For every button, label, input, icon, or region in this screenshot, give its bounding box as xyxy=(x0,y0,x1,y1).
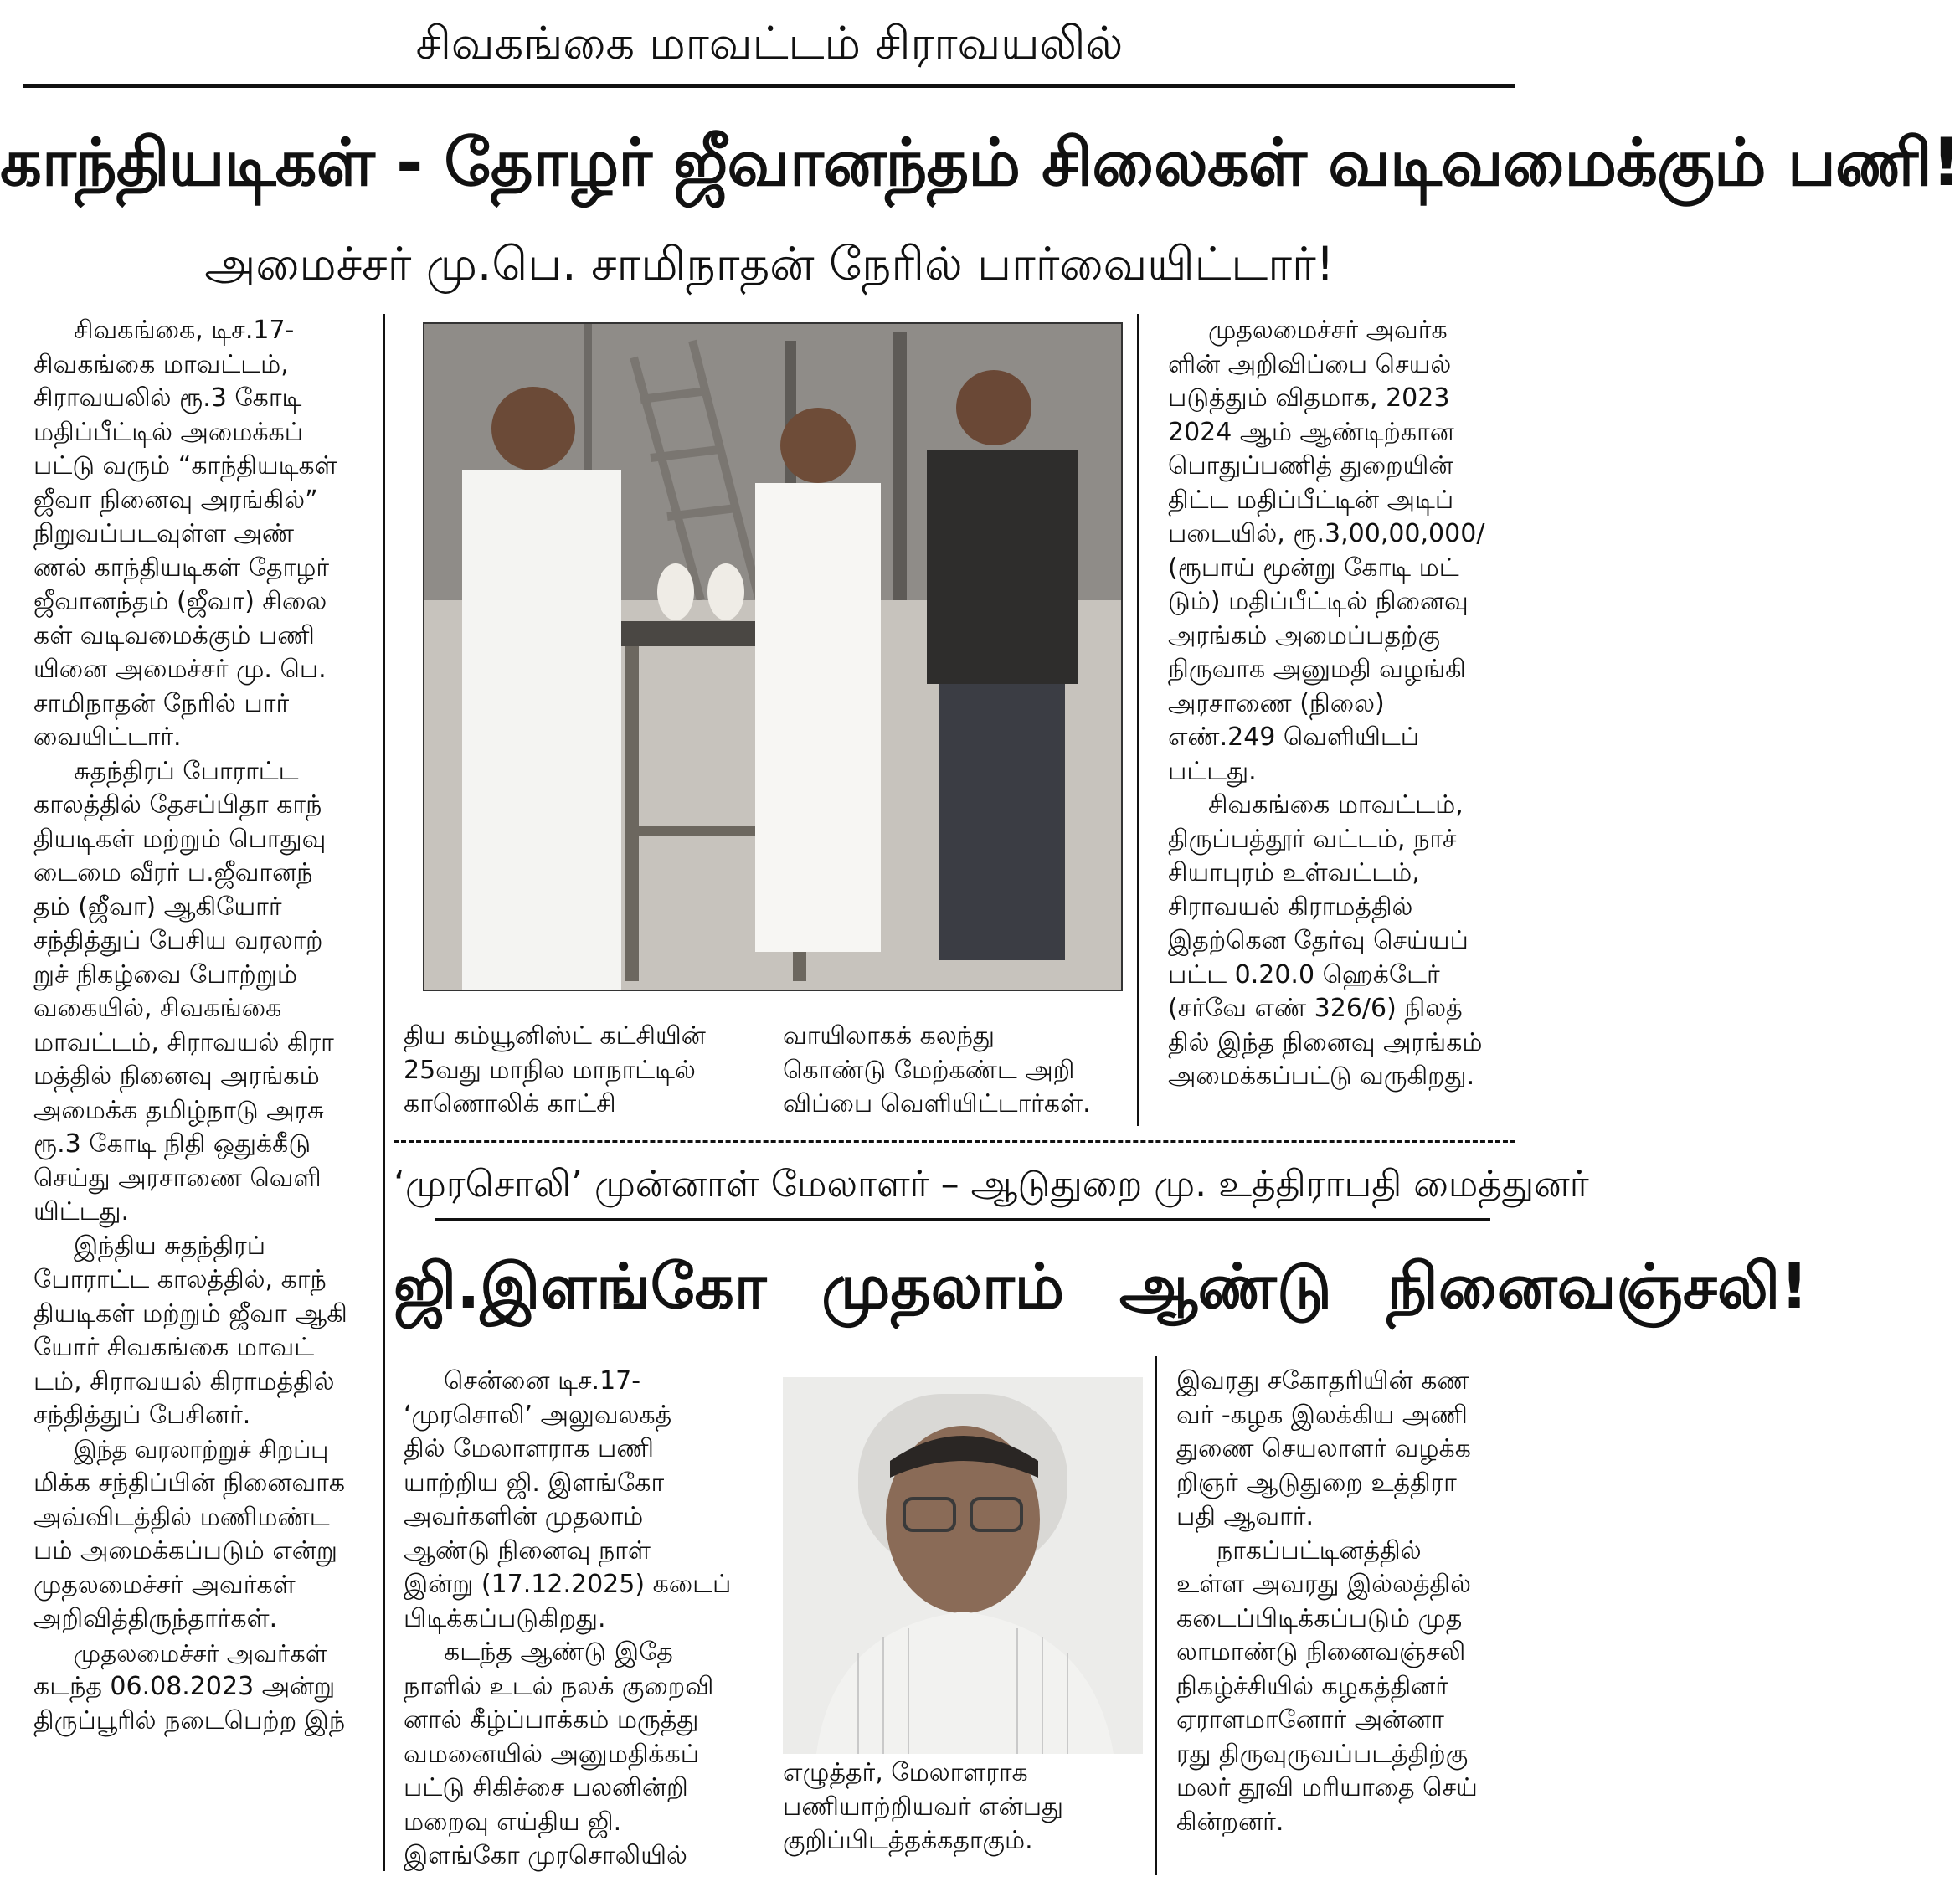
text-line: சிவகங்கை மாவட்டம், xyxy=(1208,790,1464,820)
text-line: ரது திருவுருவப்படத்திற்கு xyxy=(1176,1739,1469,1769)
text-line: கொண்டு மேற்கண்ட அறி xyxy=(783,1055,1075,1085)
text-line: முதலமைச்சர் அவர்கள் xyxy=(74,1638,328,1668)
kicker-headline: சிவகங்கை மாவட்டம் சிராவயலில் xyxy=(415,17,1124,69)
text-line: காணொலிக் காட்சி xyxy=(404,1089,616,1118)
sculpture-inspection-photo xyxy=(423,322,1123,991)
text-line: டம், சிராவயல் கிராமத்தில் xyxy=(33,1366,335,1396)
text-line: லாமாண்டு நினைவஞ்சலி xyxy=(1176,1638,1466,1667)
header-rule xyxy=(23,84,1515,88)
text-line: பட்டு வரும் “காந்தியடிகள் xyxy=(33,451,337,481)
text-line: நாகப்பட்டினத்தில் xyxy=(1217,1535,1422,1566)
text-line: (ரூபாய் மூன்று கோடி மட் xyxy=(1168,553,1459,583)
story2-column-a xyxy=(404,1365,755,1874)
text-line: கடந்த ஆண்டு இதே xyxy=(444,1638,673,1667)
text-line: மாவட்டம், சிராவயல் கிரா xyxy=(33,1027,334,1057)
text-line: இந்த வரலாற்றுச் சிறப்பு xyxy=(74,1435,329,1463)
story2-headline: ஜி.இளங்கோ முதலாம் ஆண்டு நினைவஞ்சலி! xyxy=(394,1251,1809,1323)
text-line: சந்தித்துப் பேசினர். xyxy=(33,1401,251,1430)
text-line: வாயிலாகக் கலந்து xyxy=(783,1021,995,1051)
text-line: ‘முரசொலி’ அலுவலகத் xyxy=(404,1400,672,1430)
text-line: இளங்கோ முரசொலியில் xyxy=(404,1841,687,1870)
text-line: பணியாற்றியவர் என்பது xyxy=(783,1792,1064,1822)
text-line: றுச் நிகழ்வை போற்றும் xyxy=(33,959,297,990)
text-line: எழுத்தர், மேலாளராக xyxy=(783,1758,1028,1787)
story2-kicker-underline xyxy=(435,1218,1490,1221)
text-line: நிருவாக அனுமதி வழங்கி xyxy=(1168,655,1466,684)
text-line: சியாபுரம் உள்வட்டம், xyxy=(1168,858,1420,887)
text-line: விப்பை வெளியிட்டார்கள். xyxy=(783,1089,1091,1118)
text-line: தியடிகள் மற்றும் ஜீவா ஆகி xyxy=(33,1298,347,1329)
text-line: அவர்களின் முதலாம் xyxy=(404,1502,644,1531)
story1-below-photo-left xyxy=(404,1020,743,1122)
text-line: துணை செயலாளர் வழக்க xyxy=(1176,1434,1471,1463)
text-line: இவரது சகோதரியின் கண xyxy=(1176,1366,1469,1396)
column-divider xyxy=(1155,1356,1157,1875)
text-line: பட்டது. xyxy=(1168,756,1257,786)
text-line: 2024 ஆம் ஆண்டிற்கான xyxy=(1168,417,1454,447)
text-line: அரங்கம் அமைப்பதற்கு xyxy=(1168,620,1440,650)
text-line: ஜீவா நினைவு அரங்கில்” xyxy=(33,485,318,515)
main-headline: காந்தியடிகள் - தோழர் ஜீவானந்தம் சிலைகள் வடிவமைக்கும் பணி! xyxy=(0,126,1960,201)
text-line: பிடிக்கப்படுகிறது. xyxy=(404,1603,606,1633)
text-line: தில் இந்த நினைவு அரங்கம் xyxy=(1168,1027,1483,1057)
text-line: சிராவயலில் ரூ.3 கோடி xyxy=(33,383,302,413)
text-line: முதலமைச்சர் அவர்க xyxy=(1208,316,1448,345)
text-line: கடந்த 06.08.2023 அன்று xyxy=(33,1672,336,1701)
column-divider xyxy=(1137,314,1139,1126)
text-line: (சர்வே எண் 326/6) நிலத் xyxy=(1168,994,1463,1023)
text-line: ணல் காந்தியடிகள் தோழர் xyxy=(33,553,330,583)
text-line: யாற்றிய ஜி. இளங்கோ xyxy=(404,1468,665,1498)
story2-below-photo xyxy=(783,1756,1143,1859)
text-line: திய கம்யூனிஸ்ட் கட்சியின் xyxy=(404,1021,706,1051)
text-line: தில் மேலாளராக பணி xyxy=(404,1434,654,1463)
text-line: தம் (ஜீவா) ஆகியோர் xyxy=(33,892,282,922)
text-line: நாளில் உடல் நலக் குறைவி xyxy=(404,1671,714,1701)
text-line: மதிப்பீட்டில் அமைக்கப் xyxy=(33,417,304,447)
text-line: எண்.249 வெளியிடப் xyxy=(1168,722,1420,752)
text-line: நிறுவப்படவுள்ள அண் xyxy=(33,519,295,548)
text-line: 25வது மாநில மாநாட்டில் xyxy=(404,1055,696,1085)
text-line: உள்ள அவரது இல்லத்தில் xyxy=(1176,1570,1472,1599)
text-line: திட்ட மதிப்பீட்டின் அடிப் xyxy=(1168,485,1454,515)
text-line: வர் -கழக இலக்கிய அணி xyxy=(1176,1400,1468,1430)
text-line: திருப்பத்தூர் வட்டம், நாச் xyxy=(1168,824,1457,854)
text-line: வையிட்டார். xyxy=(33,722,182,752)
story-separator xyxy=(394,1140,1515,1143)
text-line: கடைப்பிடிக்கப்படும் முத xyxy=(1176,1603,1463,1633)
text-line: பதி ஆவார். xyxy=(1176,1502,1314,1531)
text-line: பட்டு சிகிச்சை பலனின்றி xyxy=(404,1773,688,1802)
text-line: இன்று (17.12.2025) கடைப் xyxy=(404,1570,732,1599)
text-line: பம் அமைக்கப்படும் என்று xyxy=(33,1536,337,1566)
text-line: டும்) மதிப்பீட்டில் நினைவு xyxy=(1168,587,1469,616)
text-line: ரூ.3 கோடி நிதி ஒதுக்கீடு xyxy=(33,1129,311,1159)
text-line: திருப்பூரில் நடைபெற்ற இந் xyxy=(33,1705,346,1735)
text-line: யோர் சிவகங்கை மாவட் xyxy=(33,1333,315,1362)
story2-kicker: ‘முரசொலி’ முன்னாள் மேலாளர் – ஆடுதுறை மு. உத்திராபதி மைத்துனர் xyxy=(394,1163,1589,1206)
text-line: கின்றனர். xyxy=(1176,1807,1284,1837)
text-line: படையில், ரூ.3,00,00,000/ xyxy=(1168,519,1485,548)
text-line: றிஞர் ஆடுதுறை உத்திரா xyxy=(1176,1468,1457,1498)
text-line: மிக்க சந்திப்பின் நினைவாக xyxy=(33,1468,346,1498)
text-line: யினை அமைச்சர் மு. பெ. xyxy=(33,655,327,684)
text-line: பட்ட 0.20.0 ஹெக்டேர் xyxy=(1168,959,1440,990)
text-line: அரசாணை (நிலை) xyxy=(1168,688,1385,718)
text-line: சிவகங்கை, டிச.17- xyxy=(74,316,295,345)
text-line: ளின் அறிவிப்பை செயல் xyxy=(1168,349,1452,379)
text-line: நிகழ்ச்சியில் கழகத்தினர் xyxy=(1176,1671,1448,1701)
story1-left-column xyxy=(33,314,367,1738)
text-line: செய்து அரசாணை வெளி xyxy=(33,1163,322,1193)
text-line: போராட்ட காலத்தில், காந் xyxy=(33,1265,327,1294)
text-line: அமைக்கப்பட்டு வருகிறது. xyxy=(1168,1062,1475,1091)
text-line: ஜீவானந்தம் (ஜீவா) சிலை xyxy=(33,587,327,616)
text-line: காலத்தில் தேசப்பிதா காந் xyxy=(33,790,322,820)
text-line: தியடிகள் மற்றும் பொதுவு xyxy=(33,824,327,854)
text-line: இந்திய சுதந்திரப் xyxy=(74,1231,266,1261)
text-line: மலர் தூவி மரியாதை செய் xyxy=(1176,1773,1478,1802)
text-line: வமனையில் அனுமதிக்கப் xyxy=(404,1739,700,1769)
text-line: இதற்கென தேர்வு செய்யப் xyxy=(1168,926,1469,955)
text-line: டைமை வீரர் ப.ஜீவானந் xyxy=(33,858,313,887)
text-line: சந்தித்துப் பேசிய வரலாற் xyxy=(33,926,323,955)
text-line: சிராவயல் கிராமத்தில் xyxy=(1168,892,1413,922)
text-line: மத்தில் நினைவு அரங்கம் xyxy=(33,1062,320,1091)
text-line: பொதுப்பணித் துறையின் xyxy=(1168,451,1453,481)
text-line: சாமிநாதன் நேரில் பார் xyxy=(33,688,290,718)
column-divider xyxy=(383,314,385,1871)
text-line: கள் வடிவமைக்கும் பணி xyxy=(33,620,315,650)
text-line: அவ்விடத்தில் மணிமண்ட xyxy=(33,1502,330,1532)
text-line: அமைக்க தமிழ்நாடு அரசு xyxy=(33,1095,324,1125)
text-line: வகையில், சிவகங்கை xyxy=(33,994,282,1023)
sub-headline: அமைச்சர் மு.பெ. சாமிநாதன் நேரில் பார்வையிட்டார்! xyxy=(204,237,1335,291)
text-line: சென்னை டிச.17- xyxy=(444,1366,641,1396)
text-line: குறிப்பிடத்தக்கதாகும். xyxy=(783,1826,1033,1855)
text-line: சிவகங்கை மாவட்டம், xyxy=(33,349,289,379)
portrait-photo xyxy=(783,1377,1143,1754)
text-line: சுதந்திரப் போராட்ட xyxy=(74,756,299,786)
text-line: அறிவித்திருந்தார்கள். xyxy=(33,1604,278,1633)
story2-column-b xyxy=(1176,1365,1511,1839)
text-line: ஆண்டு நினைவு நாள் xyxy=(404,1535,651,1566)
text-line: யிட்டது. xyxy=(33,1197,130,1226)
story1-below-photo-right xyxy=(783,1020,1118,1122)
text-line: படுத்தும் விதமாக, 2023 xyxy=(1168,383,1450,413)
text-line: மறைவு எய்திய ஜி. xyxy=(404,1807,622,1837)
text-line: ஏராளமானோர் அன்னா xyxy=(1176,1705,1444,1735)
text-line: னால் கீழ்ப்பாக்கம் மருத்து xyxy=(404,1705,699,1735)
text-line: முதலமைச்சர் அவர்கள் xyxy=(33,1570,296,1600)
story1-right-column xyxy=(1168,314,1510,1094)
